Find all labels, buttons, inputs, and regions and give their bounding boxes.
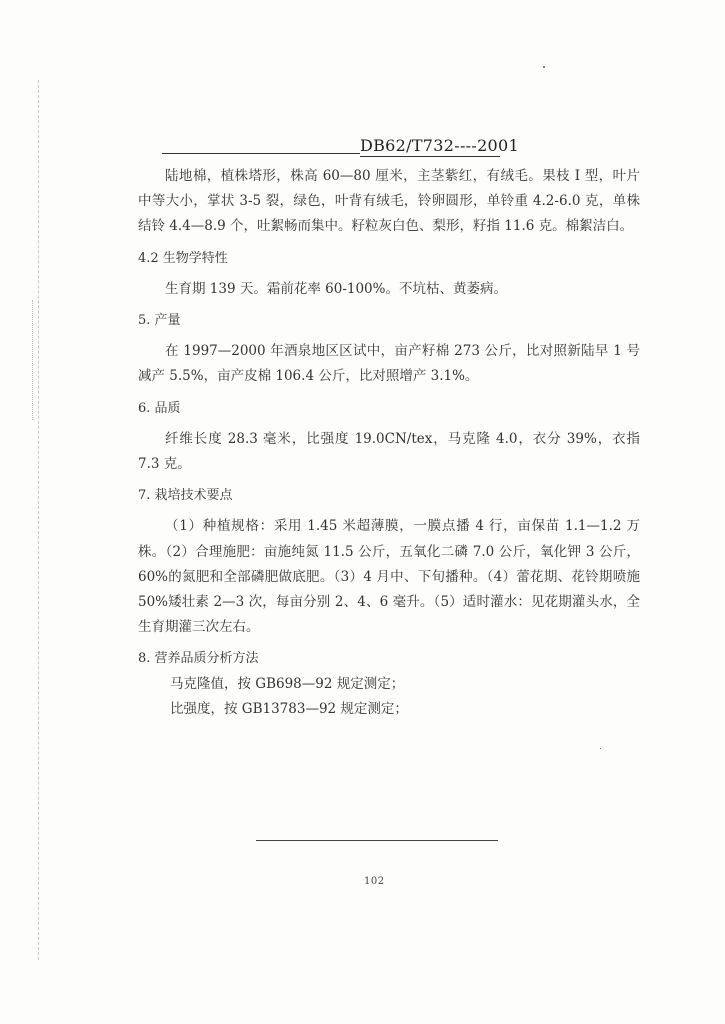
standard-code: DB62/T732----2001 <box>360 136 519 155</box>
section-heading-5: 5. 产量 <box>138 313 181 329</box>
scan-speck <box>600 748 601 749</box>
yield-text: 在 1997—2000 年酒泉地区区试中，亩产籽棉 273 公斤，比对照新陆早 1 号减产 5.5%，亩产皮棉 106.4 公斤，比对照增产 3.1%。 <box>138 343 640 385</box>
scan-edge-artifact-secondary <box>32 300 34 420</box>
method-strength: 比强度，按 GB13783—92 规定测定； <box>170 700 408 717</box>
footer-rule <box>256 840 498 841</box>
header-rule <box>162 153 360 154</box>
document-body <box>138 164 640 722</box>
page-number: 102 <box>364 876 385 887</box>
cultivation-text: （1）种植规格：采用 1.45 米超薄膜，一膜点播 4 行，亩保苗 1.1—1.2 万株。（2）合理施肥：亩施纯氮 11.5 公斤，五氧化二磷 7.0 公斤，氧化钾 3 公斤，60%的氮肥和全部磷肥做底肥。（3）4 月中、下旬播种。（4）蕾花期、花铃期喷施 50%矮壮素 2—3 次，每亩分别 2、4、6 毫升。（5）适时灌水：见花期灌头水，全生育期灌三次左右。 <box>138 518 640 636</box>
biological-traits-text: 生育期 139 天。霜前花率 60-100%。不坑枯、黄萎病。 <box>165 280 507 297</box>
quality-text: 纤维长度 28.3 毫米，比强度 19.0CN/tex，马克隆 4.0，衣分 39%，衣指 7.3 克。 <box>138 430 640 473</box>
scan-edge-artifact <box>38 80 40 960</box>
method-micronaire: 马克隆值，按 GB698—92 规定测定； <box>170 675 405 692</box>
variety-description: 陆地棉，植株塔形，株高 60—80 厘米，主茎紫红，有绒毛。果枝 I 型，叶片中等大小，掌状 3-5 裂，绿色，叶背有绒毛，铃卵圆形，单铃重 4.2-6.0 克，单株结铃 4.4—8.9 个，吐絮畅而集中。籽粒灰白色、梨形，籽指 11.6 克。棉絮洁白。 <box>138 168 640 235</box>
section-heading-6: 6. 品质 <box>138 400 181 416</box>
section-heading-7: 7. 栽培技术要点 <box>138 488 233 504</box>
section-heading-4-2: 4.2 生物学特性 <box>138 250 228 266</box>
scan-speck <box>543 66 545 68</box>
section-heading-8: 8. 营养品质分析方法 <box>138 651 259 667</box>
